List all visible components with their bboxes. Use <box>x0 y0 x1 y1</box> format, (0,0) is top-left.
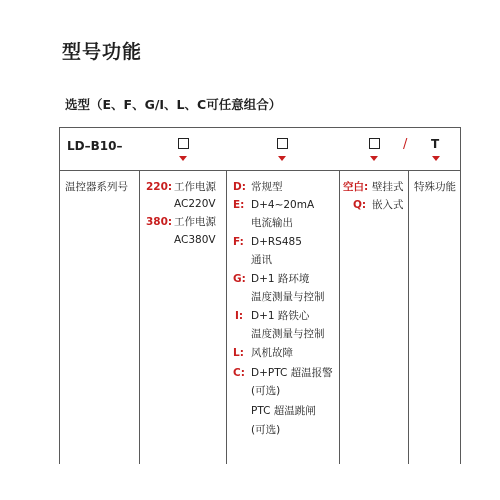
mount-arrow-icon <box>370 156 378 161</box>
function-code: E: <box>233 199 245 211</box>
function-code: D: <box>233 181 246 193</box>
series-label: 温控器系列号 <box>65 181 128 193</box>
function-extra: 温度测量与控制 <box>251 291 325 303</box>
separator-slash: / <box>403 137 408 152</box>
function-code-box <box>277 138 288 149</box>
mount-label-embedded: 嵌入式 <box>372 199 404 211</box>
function-text: 风机故障 <box>251 347 293 359</box>
function-arrow-icon <box>278 156 286 161</box>
model-code-table <box>59 127 461 464</box>
model-prefix: LD–B10– <box>67 139 123 153</box>
function-text: D+1 路铁心 <box>251 310 310 322</box>
function-text: D+RS485 <box>251 236 302 248</box>
voltage-value-220: AC220V <box>174 198 216 210</box>
column-divider <box>139 170 140 464</box>
special-arrow-icon <box>432 156 440 161</box>
mount-code-blank: 空白: <box>343 181 369 193</box>
function-code: L: <box>233 347 244 359</box>
special-function-label: 特殊功能 <box>414 181 456 193</box>
mount-label-wall: 壁挂式 <box>372 181 404 193</box>
function-text: D+4~20mA <box>251 199 315 211</box>
function-code: G: <box>233 273 246 285</box>
voltage-code-box <box>178 138 189 149</box>
function-code: C: <box>233 367 245 379</box>
column-divider <box>408 170 409 464</box>
mount-code-q: Q: <box>353 199 367 211</box>
function-extra: (可选) <box>251 385 281 397</box>
voltage-code-380: 380: <box>146 216 173 228</box>
function-text: D+PTC 超温报警 <box>251 367 333 379</box>
function-text: PTC 超温跳闸 <box>251 405 316 417</box>
voltage-value-380: AC380V <box>174 234 216 246</box>
voltage-code-220: 220: <box>146 181 173 193</box>
function-extra: 电流输出 <box>251 217 293 229</box>
function-code: F: <box>233 236 244 248</box>
voltage-arrow-icon <box>179 156 187 161</box>
page-title: 型号功能 <box>62 41 143 63</box>
voltage-label-380: 工作电源 <box>174 216 216 228</box>
column-divider <box>339 170 340 464</box>
function-code: I: <box>235 310 244 322</box>
function-extra: 通讯 <box>251 254 272 266</box>
special-code-letter: T <box>431 137 440 151</box>
function-text: D+1 路环境 <box>251 273 310 285</box>
column-divider <box>226 170 227 464</box>
function-text: 常规型 <box>251 181 283 193</box>
header-divider <box>60 170 460 171</box>
selection-note: 选型（E、F、G/I、L、C可任意组合） <box>65 97 282 112</box>
voltage-label-220: 工作电源 <box>174 181 216 193</box>
function-extra: (可选) <box>251 424 281 436</box>
mount-code-box <box>369 138 380 149</box>
function-extra: 温度测量与控制 <box>251 328 325 340</box>
